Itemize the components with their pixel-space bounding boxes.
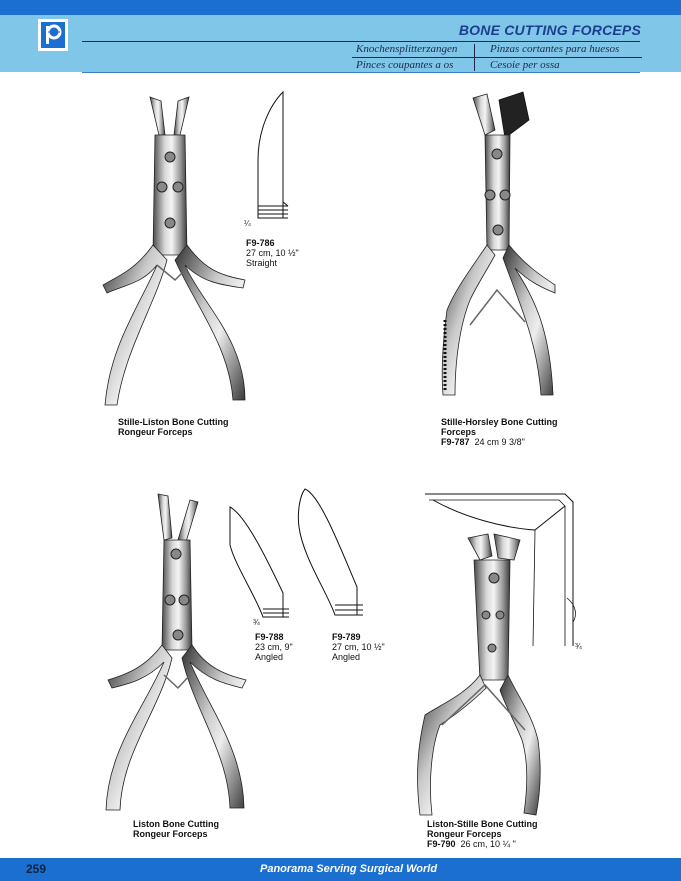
tip-size: 23 cm, 9" xyxy=(255,642,293,652)
title-french: Pinces coupantes a os xyxy=(356,59,454,71)
tip-code: F9-788 xyxy=(255,632,284,642)
tip-drawing-f9-786 xyxy=(255,90,295,225)
liston-stille-forceps-image xyxy=(410,530,560,820)
product-name-liston xyxy=(133,819,219,839)
tip-code: F9-789 xyxy=(332,632,361,642)
header-top-bar xyxy=(0,0,681,15)
tip-type: Straight xyxy=(246,258,278,268)
product-name-line: Rongeur Forceps xyxy=(118,427,193,437)
product-name-stille-liston xyxy=(118,417,229,437)
tip-size: 27 cm, 10 ½" xyxy=(332,642,385,652)
product-name-line: Liston Bone Cutting xyxy=(133,819,219,829)
tip-spec-f9-788 xyxy=(255,632,293,662)
title-italian: Cesoie per ossa xyxy=(490,59,560,71)
header-rule-mid xyxy=(352,57,642,58)
footer-tagline: Panorama Serving Surgical World xyxy=(260,863,438,875)
tip-scale-1: ¼ xyxy=(244,219,251,228)
tip-spec-f9-789 xyxy=(332,632,385,662)
tip-type: Angled xyxy=(332,652,361,662)
tip-drawing-f9-789 xyxy=(295,487,370,622)
page-title: BONE CUTTING FORCEPS xyxy=(458,22,641,38)
product-name-line: Rongeur Forceps xyxy=(427,829,502,839)
product-code-liston-stille xyxy=(427,839,516,849)
tip-size: 27 cm, 10 ½" xyxy=(246,248,299,258)
stille-horsley-forceps-image xyxy=(425,90,585,410)
header-rule-bottom xyxy=(82,72,640,73)
tip-drawing-f9-788 xyxy=(225,505,295,625)
product-name-line: Liston-Stille Bone Cutting xyxy=(427,819,538,829)
product-name-line: Stille-Liston Bone Cutting xyxy=(118,417,229,427)
header-rule-top xyxy=(82,41,640,42)
product-size: 24 cm 9 3/8" xyxy=(474,437,525,447)
product-name-line: Forceps xyxy=(441,427,477,437)
stille-liston-forceps-image xyxy=(95,95,255,410)
title-german: Knochensplitterzangen xyxy=(356,43,458,55)
product-name-line: Stille-Horsley Bone Cutting xyxy=(441,417,558,427)
tip-code: F9-786 xyxy=(246,238,275,248)
header-divider xyxy=(474,44,475,71)
product-code-stille-horsley xyxy=(441,437,525,447)
product-code: F9-787 xyxy=(441,437,470,447)
tip-scale-2: ¾ xyxy=(253,618,260,627)
tip-spec-f9-786 xyxy=(246,238,299,268)
product-name-stille-horsley xyxy=(441,417,558,437)
product-code: F9-790 xyxy=(427,839,456,849)
product-name-liston-stille xyxy=(427,819,538,839)
tip-scale-4: ¾ xyxy=(575,642,582,651)
product-size: 26 cm, 10 ¼ " xyxy=(460,839,516,849)
tip-type: Angled xyxy=(255,652,284,662)
page-number: 259 xyxy=(26,862,47,876)
product-name-line: Rongeur Forceps xyxy=(133,829,208,839)
title-spanish: Pinzas cortantes para huesos xyxy=(490,43,620,55)
panorama-logo-icon xyxy=(38,19,68,51)
